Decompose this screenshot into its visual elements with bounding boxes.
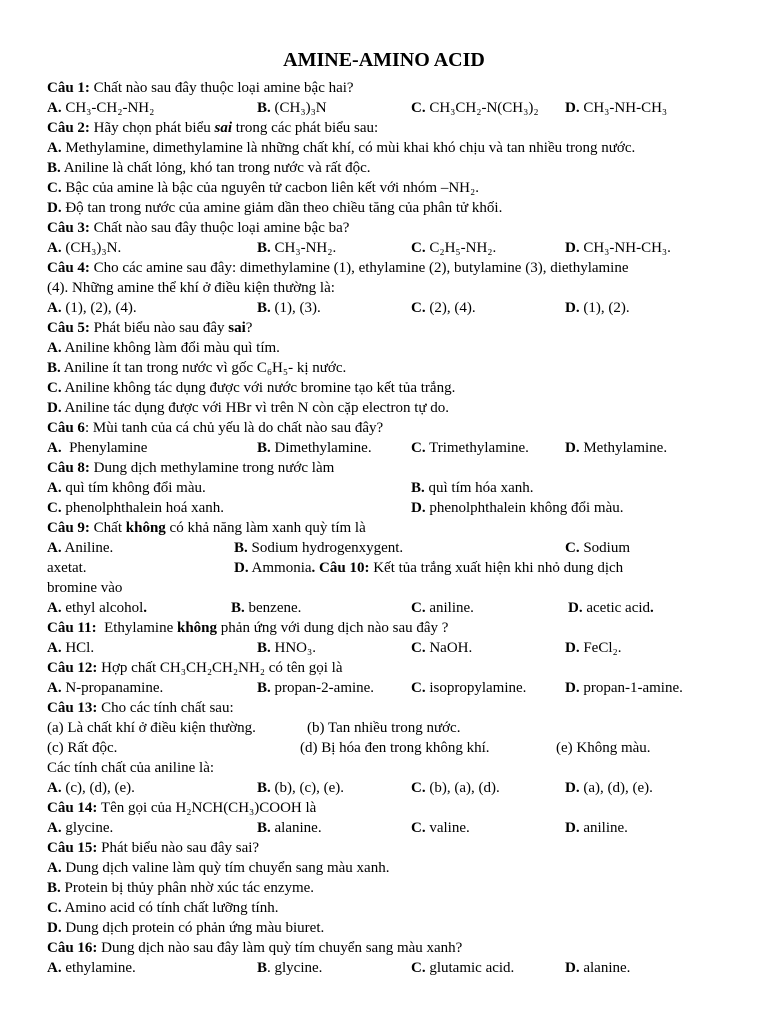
option-d: D. (1), (2). [565,300,630,316]
property-d: (d) Bị hóa đen trong không khí. [300,740,490,756]
option-c: C. (2), (4). [411,300,476,316]
option-a: A. Phenylamine [47,440,148,456]
question-12-options [47,678,719,698]
property-c: (c) Rất độc. [47,740,118,756]
option-d: D. phenolphthalein không đổi màu. [411,500,624,516]
question-16-options [47,958,719,978]
question-8: Câu 8: Dung dịch methylamine trong nước làm [47,460,335,476]
question-16: Câu 16: Dung dịch nào sau đây làm quỳ tím chuyển sang màu xanh? [47,940,463,956]
option-a: A. Aniline. [47,540,114,556]
option-c: C. Aniline không tác dụng được với nước bromine tạo kết tủa trắng. [47,380,456,396]
option-b: B. (b), (c), (e). [257,780,345,796]
option-a: A. N-propanamine. [47,680,164,696]
property-e: (e) Không màu. [556,740,651,756]
property-a: (a) Là chất khí ở điều kiện thường. [47,720,256,736]
question-3: Câu 3: Chất nào sau đây thuộc loại amine bậc ba? [47,220,350,236]
option-d: D. Ammonia. Câu 10: Kết tủa trắng xuất hiện khi nhỏ dung dịch [234,560,624,576]
question-6: Câu 6: Mùi tanh của cá chủ yếu là do chất nào sau đây? [47,420,384,436]
question-11: Câu 11: Ethylamine không phản ứng với dung dịch nào sau đây ? [47,620,449,636]
question-15: Câu 15: Phát biểu nào sau đây sai? [47,840,260,856]
option-c: C. valine. [411,820,470,836]
option-d: D. aniline. [565,820,628,836]
option-d: D. CH₃-NH-CH₃ [565,100,668,116]
option-c: C. C₂H₅-NH₂. [411,240,497,256]
question-text: Chất nào sau đây thuộc loại amine bậc hai? [93,80,354,96]
option-b: B. (CH₃)₃N [257,100,327,116]
option-b: B. propan-2-amine. [257,680,375,696]
option-b: B. alanine. [257,820,322,836]
option-b: B. (1), (3). [257,300,321,316]
option-d: D. alanine. [565,960,631,976]
option-c: C. Bậc của amine là bậc của nguyên tử cacbon liên kết với nhóm ‒NH₂. [47,180,479,196]
question-8-options-row2 [47,498,719,518]
option-b: B. quì tím hóa xanh. [411,480,534,496]
option-c-cont: axetat. [47,560,87,576]
question-13-question: Các tính chất của aniline là: [47,760,215,776]
question-12: Câu 12: Hợp chất CH₃CH₂CH₂NH₂ có tên gọi là [47,660,343,676]
option-b: B. benzene. [231,600,302,616]
question-9: Câu 9: Chất không có khả năng làm xanh quỳ tím là [47,520,366,536]
option-b: B. CH₃-NH₂. [257,240,337,256]
option-a: A. quì tím không đổi màu. [47,480,206,496]
question-9-options-row2 [47,558,719,578]
question-3-options [47,238,719,258]
question-1 [47,78,719,98]
option-c: C. Sodium [565,540,631,556]
question-14: Câu 14: Tên gọi của H₂NCH(CH₃)COOH là [47,800,317,816]
question-5: Câu 5: Phát biểu nào sau đây sai? [47,320,253,336]
option-c: C. CH₃CH₂-N(CH₃)₂ [411,100,539,116]
option-a: A. Aniline không làm đổi màu quì tím. [47,340,280,356]
option-b: B. Aniline là chất lỏng, khó tan trong nước và rất độc. [47,160,371,176]
option-c: C. aniline. [411,600,474,616]
option-a: A. glycine. [47,820,114,836]
option-a: A. ethyl alcohol. [47,600,147,616]
question-8-options-row1 [47,478,719,498]
option-c: C. phenolphthalein hoá xanh. [47,500,225,516]
question-10-options [47,598,719,618]
option-c: C. glutamic acid. [411,960,515,976]
option-b: B. HNO₃. [257,640,316,656]
question-13-props-row2 [47,738,719,758]
question-11-options [47,638,719,658]
question-4-options [47,298,719,318]
option-d: D. Dung dịch protein có phản ứng màu biuret. [47,920,325,936]
question-1-options [47,98,719,118]
option-b: B. Sodium hydrogenxygent. [234,540,404,556]
question-14-options [47,818,719,838]
question-13-options [47,778,719,798]
option-d: D. (a), (d), (e). [565,780,653,796]
question-4-cont: (4). Những amine thể khí ở điều kiện thường là: [47,280,335,296]
option-c: C. isopropylamine. [411,680,527,696]
option-d: D. CH₃-NH-CH₃. [565,240,671,256]
option-c: C. (b), (a), (d). [411,780,500,796]
question-13: Câu 13: Cho các tính chất sau: [47,700,234,716]
option-a: A. (CH₃)₃N. [47,240,122,256]
option-b: B. Aniline ít tan trong nước vì gốc C₆H₅- kị nước. [47,360,347,376]
option-a: A. Dung dịch valine làm quỳ tím chuyển sang màu xanh. [47,860,390,876]
option-a: A. (c), (d), (e). [47,780,135,796]
option-d: D. acetic acid. [568,600,654,616]
option-b: B. Protein bị thủy phân nhờ xúc tác enzyme. [47,880,315,896]
option-d: D. Độ tan trong nước của amine giảm dần theo chiều tăng của phân tử khối. [47,200,503,216]
question-13-props-row1 [47,718,719,738]
page-title: AMINE-AMINO ACID [283,49,485,71]
option-d: D. Methylamine. [565,440,668,456]
question-10-text: Kết tủa trắng xuất hiện khi nhỏ dung dịch [373,560,624,576]
option-a: A. (1), (2), (4). [47,300,137,316]
option-a: A. Methylamine, dimethylamine là những chất khí, có mùi khai khó chịu và tan nhiều trong nước. [47,140,636,156]
option-d: D. propan-1-amine. [565,680,683,696]
question-2: Câu 2: Hãy chọn phát biểu sai trong các phát biểu sau: [47,120,379,136]
option-c: C. Amino acid có tính chất lưỡng tính. [47,900,279,916]
option-a: A. CH₃-CH₂-NH₂ [47,100,155,116]
property-b: (b) Tan nhiều trong nước. [307,720,461,736]
question-10-label: Câu 10: [319,560,370,576]
question-10-cont: bromine vào [47,580,123,596]
option-a: A. ethylamine. [47,960,136,976]
question-9-options-row1 [47,538,719,558]
option-d: D. FeCl₂. [565,640,622,656]
question-label: Câu 1: [47,80,90,96]
option-c: C. Trimethylamine. [411,440,529,456]
option-a: A. HCl. [47,640,95,656]
option-c: C. NaOH. [411,640,473,656]
option-b: B. glycine. [257,960,323,976]
question-4: Câu 4: Cho các amine sau đây: dimethylamine (1), ethylamine (2), butylamine (3), diethylamine [47,260,629,276]
question-6-options [47,438,719,458]
option-d: D. Aniline tác dụng được với HBr vì trên N còn cặp electron tự do. [47,400,450,416]
option-b: B. Dimethylamine. [257,440,372,456]
